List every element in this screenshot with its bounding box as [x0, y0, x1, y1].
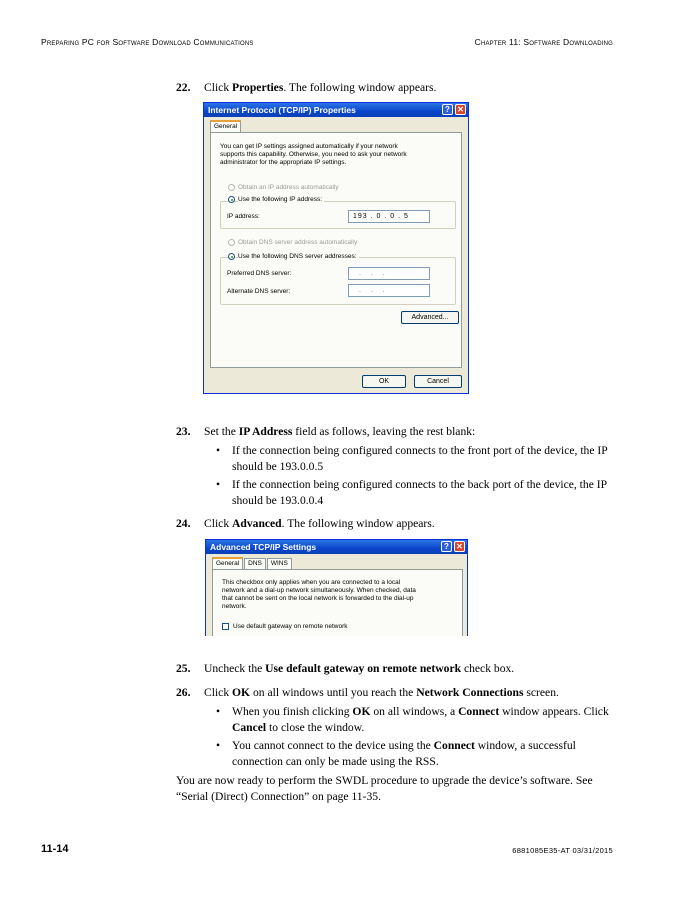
- step-text: Uncheck the: [204, 662, 266, 675]
- ok-button[interactable]: OK: [362, 375, 406, 388]
- step-text: screen.: [523, 686, 559, 699]
- step-26: [176, 685, 606, 700]
- general-panel: [210, 132, 462, 368]
- intro-line-2: supports this capability. Otherwise, you need to ask your network: [220, 151, 407, 158]
- step-22: [176, 80, 606, 95]
- preferred-dns-label: Preferred DNS server:: [227, 270, 292, 277]
- tab-dns[interactable]: DNS: [244, 558, 266, 569]
- obtain-ip-auto-radio[interactable]: [228, 184, 235, 191]
- info-line-1: This checkbox only applies when you are connected to a local: [222, 579, 401, 586]
- ip-address-field[interactable]: 193 . 0 . 0 . 5: [348, 210, 430, 223]
- page-number: 11-14: [41, 843, 69, 855]
- bullet-bold: Connect: [433, 739, 475, 752]
- info-line-3: that cannot be sent on the local network is forwarded to the dial-up: [222, 595, 414, 602]
- window-title: Advanced TCP/IP Settings: [210, 542, 317, 552]
- default-gateway-checkbox[interactable]: [222, 623, 229, 630]
- cancel-button[interactable]: Cancel: [414, 375, 462, 388]
- step-24: [176, 516, 606, 531]
- running-header-left: Preparing PC for Software Download Communications: [41, 37, 254, 47]
- obtain-dns-auto-radio[interactable]: [228, 239, 235, 246]
- bullet-icon: •: [216, 478, 221, 491]
- intro-line-1: You can get IP settings assigned automatically if your network: [220, 143, 398, 150]
- bullet-text: to close the window.: [266, 720, 365, 734]
- document-id: 6881085E35-AT 03/31/2015: [512, 846, 613, 855]
- step-number: 23.: [176, 425, 191, 438]
- closing-paragraph: You are now ready to perform the SWDL procedure to upgrade the device’s software. See “Serial (Direct) Connection” on page 11-35.: [176, 774, 593, 803]
- step-bold: OK: [232, 686, 251, 699]
- step-bold: Use default gateway on remote network: [265, 662, 462, 675]
- window-titlebar: [206, 540, 467, 554]
- bullet-bold: Connect: [458, 705, 500, 718]
- bullet-text: You cannot connect to the device using the: [232, 739, 434, 752]
- advanced-button[interactable]: Advanced...: [401, 311, 459, 324]
- step-number: 26.: [176, 686, 191, 699]
- bullet-text: If the connection being configured connects to the front port of the device, the IP should be 193.0.0.5: [232, 444, 608, 473]
- step-bold: Properties: [232, 81, 284, 94]
- step-text: check box.: [461, 662, 515, 675]
- tcpip-properties-window: [203, 102, 469, 394]
- bullet-rss-connection: [216, 738, 611, 769]
- step-bold: Network Connections: [416, 686, 524, 699]
- bullet-icon: •: [216, 705, 221, 718]
- default-gateway-label: Use default gateway on remote network: [233, 623, 348, 630]
- use-following-ip-radio[interactable]: [228, 196, 235, 203]
- help-icon[interactable]: ?: [442, 104, 453, 115]
- step-text: Click: [204, 517, 233, 530]
- help-icon[interactable]: ?: [441, 541, 452, 552]
- advanced-tcpip-window: [205, 539, 468, 636]
- step-text: . The following window appears.: [283, 81, 437, 94]
- bullet-icon: •: [216, 739, 221, 752]
- window-titlebar: [204, 103, 468, 117]
- bullet-bold: Cancel: [232, 720, 267, 734]
- tab-general[interactable]: General: [212, 557, 243, 569]
- info-line-4: network.: [222, 603, 247, 610]
- step-number: 22.: [176, 81, 191, 94]
- bullet-back-port: [216, 477, 611, 508]
- step-text: field as follows, leaving the rest blank:: [292, 425, 476, 438]
- step-23: [176, 424, 606, 439]
- close-icon[interactable]: ✕: [454, 541, 465, 552]
- step-text: . The following window appears.: [281, 517, 435, 530]
- bullet-text: If the connection being configured connects to the back port of the device, the IP should be 193.0.0.4: [232, 478, 607, 507]
- use-following-ip-label: Use the following IP address:: [238, 196, 323, 203]
- window-title: Internet Protocol (TCP/IP) Properties: [208, 105, 356, 115]
- preferred-dns-field[interactable]: . . .: [348, 267, 430, 280]
- bullet-text: window appears. Click: [499, 705, 609, 718]
- close-icon[interactable]: ✕: [455, 104, 466, 115]
- step-bold: IP Address: [238, 425, 293, 438]
- step-number: 25.: [176, 662, 191, 675]
- step-text: on all windows until you reach the: [250, 686, 417, 699]
- bullet-text: When you finish clicking: [232, 705, 353, 718]
- intro-line-3: administrator for the appropriate IP settings.: [220, 159, 347, 166]
- step-text: Set the: [204, 425, 239, 438]
- tab-wins[interactable]: WINS: [267, 558, 292, 569]
- bullet-icon: •: [216, 444, 221, 457]
- alternate-dns-field[interactable]: . . .: [348, 284, 430, 297]
- step-text: Click: [204, 686, 233, 699]
- use-following-dns-radio[interactable]: [228, 253, 235, 260]
- bullet-text: on all windows, a: [370, 705, 459, 718]
- alternate-dns-label: Alternate DNS server:: [227, 288, 291, 295]
- ip-address-label: IP address:: [227, 213, 260, 220]
- running-header-right: Chapter 11: Software Downloading: [474, 37, 613, 47]
- bullet-bold: OK: [352, 705, 371, 718]
- step-25: [176, 661, 606, 676]
- advanced-general-panel: [212, 569, 463, 636]
- obtain-dns-auto-label: Obtain DNS server address automatically: [238, 239, 358, 246]
- obtain-ip-auto-label: Obtain an IP address automatically: [238, 184, 339, 191]
- bullet-front-port: [216, 443, 611, 474]
- info-line-2: network and a dial-up network simultaneously. When checked, data: [222, 587, 416, 594]
- dns-group-box: [220, 257, 456, 305]
- bullet-text: window, a successful connection can only be made using the RSS.: [232, 739, 576, 768]
- step-bold: Advanced: [232, 517, 282, 530]
- step-text: Click: [204, 81, 233, 94]
- tab-general[interactable]: General: [210, 120, 241, 132]
- step-number: 24.: [176, 517, 191, 530]
- bullet-connect-window: [216, 704, 611, 735]
- use-following-dns-label: Use the following DNS server addresses:: [238, 253, 357, 260]
